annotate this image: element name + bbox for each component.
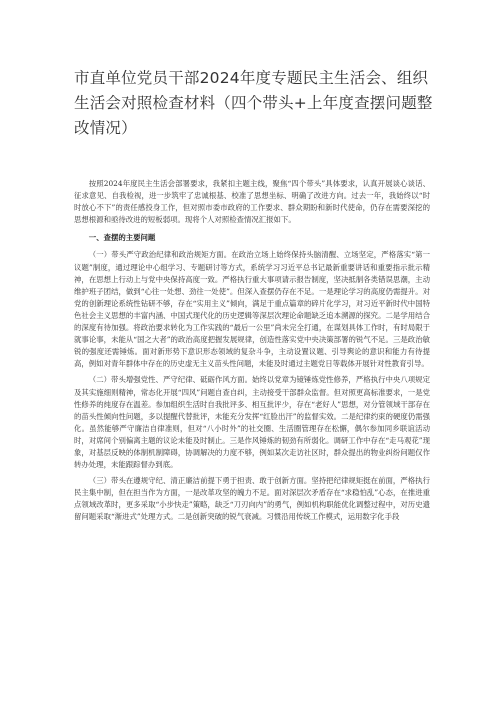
document-title: 市直单位党员干部2024年度专题民主生活会、组织生活会对照检查材料（四个带头+上年度查摆问题整改情况） <box>74 69 433 137</box>
document-body <box>74 178 430 524</box>
intro-paragraph: 按照2024年度民主生活会部署要求，我紧扣主题主线，聚焦“四个带头”具体要求，认真开展谈心谈话、征求意见、自我检视，进一步筑牢了忠诚根基、校准了思想坐标、明确了改进方向。过去一年，我始终以“时时放心不下”的责任感投身工作，但对照市委市政府的工作要求、群众期盼和新时代使命，仍存在需要深挖的思想根源和亟待改进的短板弱项。现将个人对照检查情况汇报如下。 <box>74 179 430 225</box>
section-heading: 一、查摆的主要问题 <box>88 233 156 243</box>
paragraph-political-discipline: （一）带头严守政治纪律和政治规矩方面。在政治立场上始终保持头脑清醒、立场坚定，严格落实“第一议题”制度，通过理论中心组学习、专题研讨等方式，系统学习习近平总书记最新重要讲话和重要指示批示精神，在思想上行动上与党中央保持高度一致。严格执行重大事项请示报告制度，坚决抵制各类错误思潮，主动维护班子团结，做到“心往一处想、劲往一处使”。但深入查摆仍存在不足。一是理论学习的高度仍需提升。对党的创新理论系统性钻研不够，存在“实用主义”倾向，满足于重点篇章的碎片化学习，对习近平新时代中国特色社会主义思想的丰富内涵、中国式现代化的历史逻辑等深层次理论命题缺乏追本溯源的探究。二是学用结合的深度有待加强。将政治要求转化为工作实践的“最后一公里”尚未完全打通，在谋划具体工作时，有时局限于就事论事，未能从“国之大者”的政治高度把握发展规律，创造性落实党中央决策部署的锐气不足。三是政治敏锐的强度还需锤炼。面对新形势下意识形态领域的复杂斗争，主动设置议题、引导舆论的意识和能力有待提高，例如对青年群体中存在的历史虚无主义苗头性问题，未能及时通过主题党日等载体开展针对性教育引导。 <box>74 250 430 369</box>
paragraph-responsibility-innovation: （三）带头在遵规守纪、清正廉洁前提下勇于担责、敢于创新方面。坚持把纪律规矩挺在前面，严格执行民主集中制，但在担当作为方面，一是改革攻坚的魄力不足。面对深层次矛盾存在“求稳怕乱”心态，在推进重点领域改革时，更多采取“小步快走”策略，缺乏“刀刃向内”的勇气，例如机构职能优化调整过程中，对历史遗留问题采取“渐进式”处理方式。二是创新突破的锐气衰减。习惯沿用传统工作模式，运用数字化手段 <box>74 476 430 522</box>
paragraph-party-spirit: （二）带头增强党性、严守纪律、砥砺作风方面。始终以党章为镜锤炼党性修养，严格执行中央八项规定及其实施细则精神，常态化开展“四风”问题自查自纠，主动接受干部群众监督。但对照更高标准要求，一是党性修养的纯度存在温差。参加组织生活时自我批评多、相互批评少，存在“老好人”思想，对分管领域干部存在的苗头性倾向性问题，多以提醒代替批评，未能充分发挥“红脸出汗”的监督实效。二是纪律约束的硬度仍需强化。虽然能够严守廉洁自律准则，但对“八小时外”的社交圈、生活圈管理存在松懈，偶尔参加同乡联谊活动时，对席间个别偏离主题的议论未能及时制止。三是作风锤炼的韧劲有所弱化。调研工作中存在“走马观花”现象，对基层反映的体制机制障碍，协调解决的力度不够，例如某次走访社区时，群众提出的物业纠纷问题仅作转办处理，未能跟踪督办到底。 <box>74 375 430 470</box>
